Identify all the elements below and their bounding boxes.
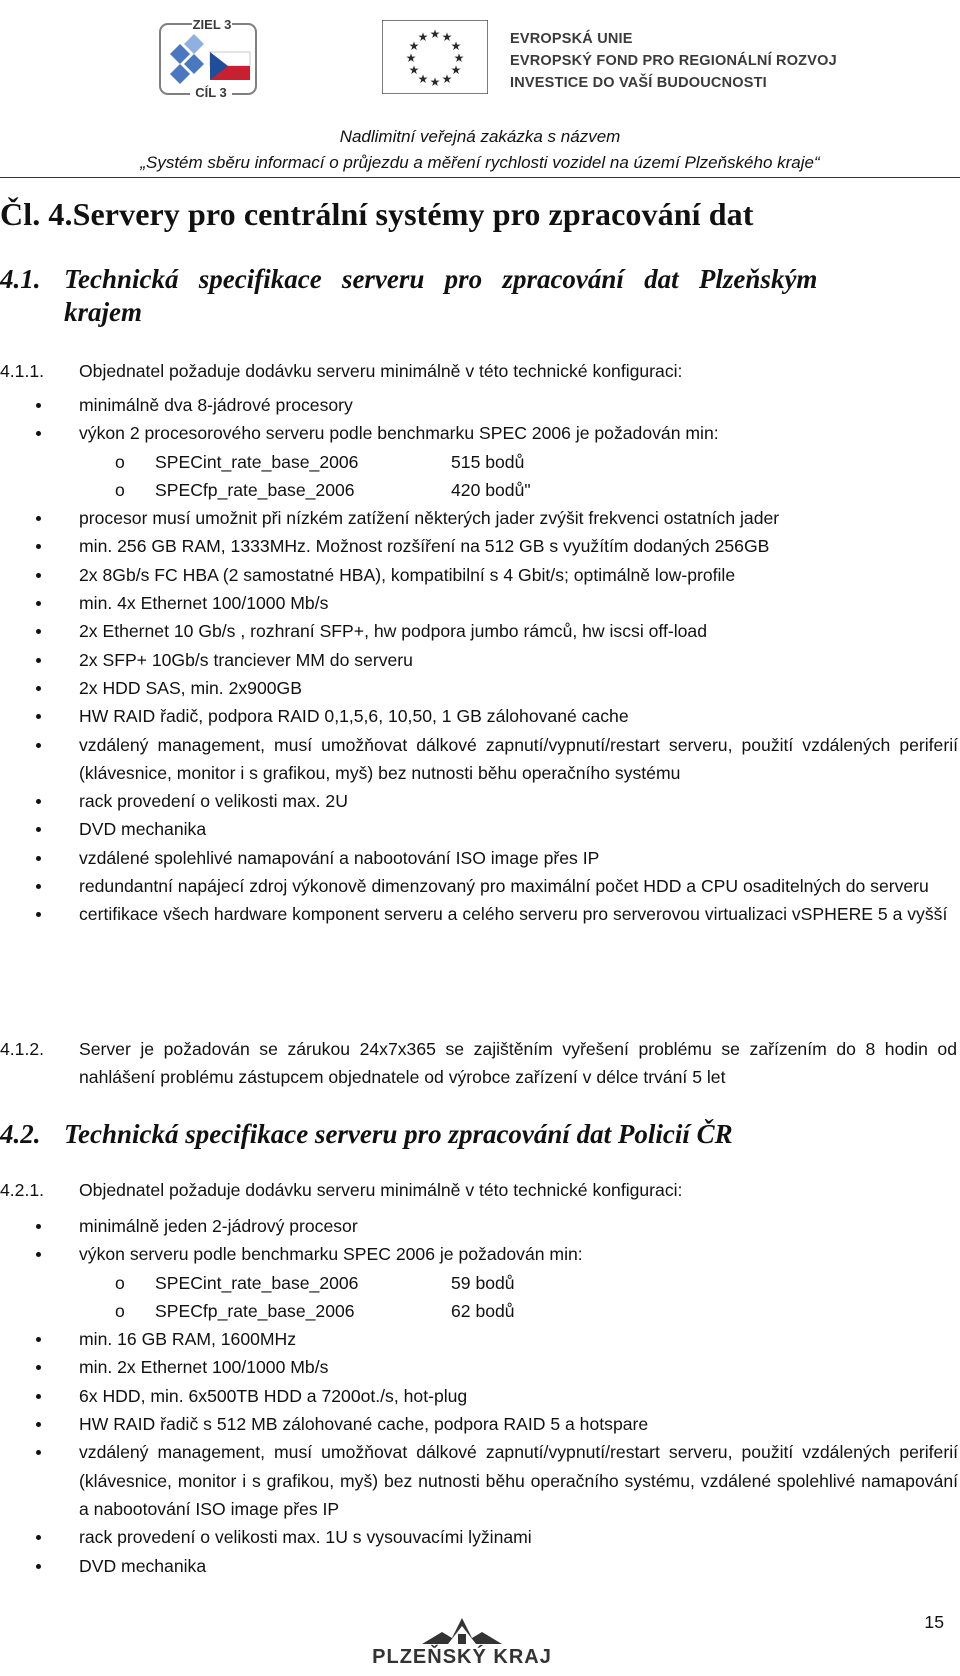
spec-key: SPECint_rate_base_2006 bbox=[155, 451, 359, 472]
sub-list-item bbox=[0, 448, 958, 476]
spec-value: 59 bodů bbox=[451, 1272, 515, 1293]
eu-line-1: EVROPSKÁ UNIE bbox=[510, 31, 633, 47]
eu-line-2: EVROPSKÝ FOND PRO REGIONÁLNÍ ROZVOJ bbox=[510, 53, 837, 69]
cil3-text: CÍL 3 bbox=[195, 85, 227, 100]
chapter-title: Čl. 4.Servery pro centrální systémy pro zpracování dat bbox=[0, 196, 754, 232]
spec-value: 420 bodů" bbox=[451, 479, 531, 500]
tender-title bbox=[0, 124, 960, 176]
sub-list-item bbox=[0, 476, 958, 504]
section-4-2-heading bbox=[0, 1117, 958, 1153]
spec-value: 62 bodů bbox=[451, 1300, 515, 1321]
list-item: HW RAID řadič s 512 MB zálohované cache, podpora RAID 5 a hotspare bbox=[0, 1410, 958, 1438]
list-item: výkon 2 procesorového serveru podle benchmarku SPEC 2006 je požadován min: bbox=[0, 419, 958, 447]
list-item: DVD mechanika bbox=[0, 1552, 958, 1580]
item-4-1-2 bbox=[0, 1035, 957, 1092]
list-item: redundantní napájecí zdroj výkonově dimenzovaný pro maximální počet HDD a CPU osaditelných do serveru bbox=[0, 872, 958, 900]
item-4-2-1 bbox=[0, 1176, 957, 1204]
page-header bbox=[0, 0, 960, 180]
section-4-1-bullet-list bbox=[0, 391, 958, 929]
eu-flag-logo bbox=[382, 20, 488, 94]
tender-line-1: Nadlimitní veřejná zakázka s názvem bbox=[339, 127, 621, 146]
svg-text:★: ★ bbox=[450, 63, 462, 77]
list-item: certifikace všech hardware komponent serveru a celého serveru pro serverovou virtualizaci vSPHERE 5 a vyšší bbox=[0, 900, 958, 928]
list-item: minimálně dva 8-jádrové procesory bbox=[0, 391, 958, 419]
list-item: min. 256 GB RAM, 1333MHz. Možnost rozšíření na 512 GB s využítím dodaných 256GB bbox=[0, 532, 958, 560]
item-4-1-2-text: Server je požadován se zárukou 24x7x365 se zajištěním vyřešení problému se zařízením do 8 hodin od nahlášení problému zástupcem objednatele od výrobce zařízení v délce trvání 5 let bbox=[79, 1039, 957, 1088]
spec-key: SPECint_rate_base_2006 bbox=[155, 1272, 359, 1293]
item-4-1-1-number: 4.1.1. bbox=[0, 361, 45, 381]
list-item: rack provedení o velikosti max. 2U bbox=[0, 787, 958, 815]
page-number: 15 bbox=[924, 1612, 944, 1632]
list-item: procesor musí umožnit při nízkém zatížení některých jader zvýšit frekvenci ostatních jader bbox=[0, 504, 958, 532]
list-item: 2x SFP+ 10Gb/s tranciever MM do serveru bbox=[0, 646, 958, 674]
list-item: 6x HDD, min. 6x500TB HDD a 7200ot./s, hot-plug bbox=[0, 1382, 958, 1410]
list-item: výkon serveru podle benchmarku SPEC 2006 je požadován min: bbox=[0, 1240, 958, 1268]
svg-text:★: ★ bbox=[453, 51, 465, 65]
svg-text:★: ★ bbox=[408, 39, 420, 53]
spec-key: SPECfp_rate_base_2006 bbox=[155, 1300, 355, 1321]
list-item: 2x HDD SAS, min. 2x900GB bbox=[0, 674, 958, 702]
svg-text:★: ★ bbox=[441, 72, 453, 86]
svg-text:★: ★ bbox=[450, 39, 462, 53]
list-item: vzdálený management, musí umožňovat dálkové zapnutí/vypnutí/restart serveru, použití vzdálených periferií (klávesnice, monitor i s grafikou, myš) bez nutnosti běhu operačního systému bbox=[0, 731, 958, 788]
section-4-2-title: Technická specifikace serveru pro zpracování dat Policií ČR bbox=[64, 1119, 733, 1149]
svg-text:★: ★ bbox=[417, 72, 429, 86]
svg-text:★: ★ bbox=[417, 30, 429, 44]
item-4-1-1-text: Objednatel požaduje dodávku serveru minimálně v této technické konfiguraci: bbox=[79, 361, 683, 381]
list-item: minimálně jeden 2-jádrový procesor bbox=[0, 1212, 958, 1240]
tender-line-2: „Systém sběru informací o průjezdu a měření rychlosti vozidel na území Plzeňského kraje“ bbox=[140, 153, 820, 172]
eu-program-text bbox=[510, 28, 837, 94]
section-4-1-heading bbox=[0, 262, 958, 332]
spec-key: SPECfp_rate_base_2006 bbox=[155, 479, 355, 500]
section-4-2-number: 4.2. bbox=[0, 1119, 41, 1149]
ziel3-cil3-logo bbox=[156, 14, 260, 100]
list-item: HW RAID řadič, podpora RAID 0,1,5,6, 10,50, 1 GB zálohované cache bbox=[0, 702, 958, 730]
list-item: 2x 8Gb/s FC HBA (2 samostatné HBA), kompatibilní s 4 Gbit/s; optimálně low-profile bbox=[0, 561, 958, 589]
list-item: DVD mechanika bbox=[0, 815, 958, 843]
list-item: min. 16 GB RAM, 1600MHz bbox=[0, 1325, 958, 1353]
list-item: vzdálené spolehlivé namapování a nabootování ISO image přes IP bbox=[0, 844, 958, 872]
list-item: rack provedení o velikosti max. 1U s vysouvacími lyžinami bbox=[0, 1523, 958, 1551]
eu-line-3: INVESTICE DO VAŠÍ BUDOUCNOSTI bbox=[510, 75, 767, 91]
svg-text:★: ★ bbox=[441, 30, 453, 44]
svg-text:★: ★ bbox=[429, 27, 441, 41]
section-4-1-number: 4.1. bbox=[0, 264, 41, 294]
ziel3-text: ZIEL 3 bbox=[192, 17, 232, 32]
header-divider bbox=[0, 177, 960, 178]
list-item: min. 4x Ethernet 100/1000 Mb/s bbox=[0, 589, 958, 617]
sub-list-item bbox=[0, 1297, 958, 1325]
section-4-1-title-line2: krajem bbox=[64, 297, 142, 327]
item-4-1-1 bbox=[0, 357, 957, 385]
czech-flag bbox=[210, 52, 250, 80]
plzensky-kraj-text: PLZEŇSKÝ KRAJ bbox=[372, 1646, 552, 1668]
sub-list-item bbox=[0, 1269, 958, 1297]
list-item: 2x Ethernet 10 Gb/s , rozhraní SFP+, hw podpora jumbo rámců, hw iscsi off-load bbox=[0, 617, 958, 645]
item-4-2-1-number: 4.2.1. bbox=[0, 1180, 45, 1200]
svg-text:★: ★ bbox=[408, 63, 420, 77]
section-4-1-title-line1: Technická specifikace serveru pro zpracování dat Plzeňským bbox=[64, 264, 818, 294]
item-4-2-1-text: Objednatel požaduje dodávku serveru minimálně v této technické konfiguraci: bbox=[79, 1180, 683, 1200]
item-4-1-2-number: 4.1.2. bbox=[0, 1039, 45, 1059]
svg-text:★: ★ bbox=[405, 51, 417, 65]
plzensky-kraj-emblem-icon bbox=[362, 1608, 562, 1648]
svg-text:★: ★ bbox=[429, 75, 441, 89]
plzensky-kraj-logo bbox=[362, 1608, 562, 1672]
list-item: vzdálený management, musí umožňovat dálkové zapnutí/vypnutí/restart serveru, použití vzdálených periferií (klávesnice, monitor i s grafikou, myš) bez nutnosti běhu operačního systému, vzdálené spolehlivé namapování a nabootování ISO image přes IP bbox=[0, 1438, 958, 1523]
section-4-2-bullet-list bbox=[0, 1212, 958, 1580]
spec-value: 515 bodů bbox=[451, 451, 525, 472]
list-item: min. 2x Ethernet 100/1000 Mb/s bbox=[0, 1353, 958, 1381]
